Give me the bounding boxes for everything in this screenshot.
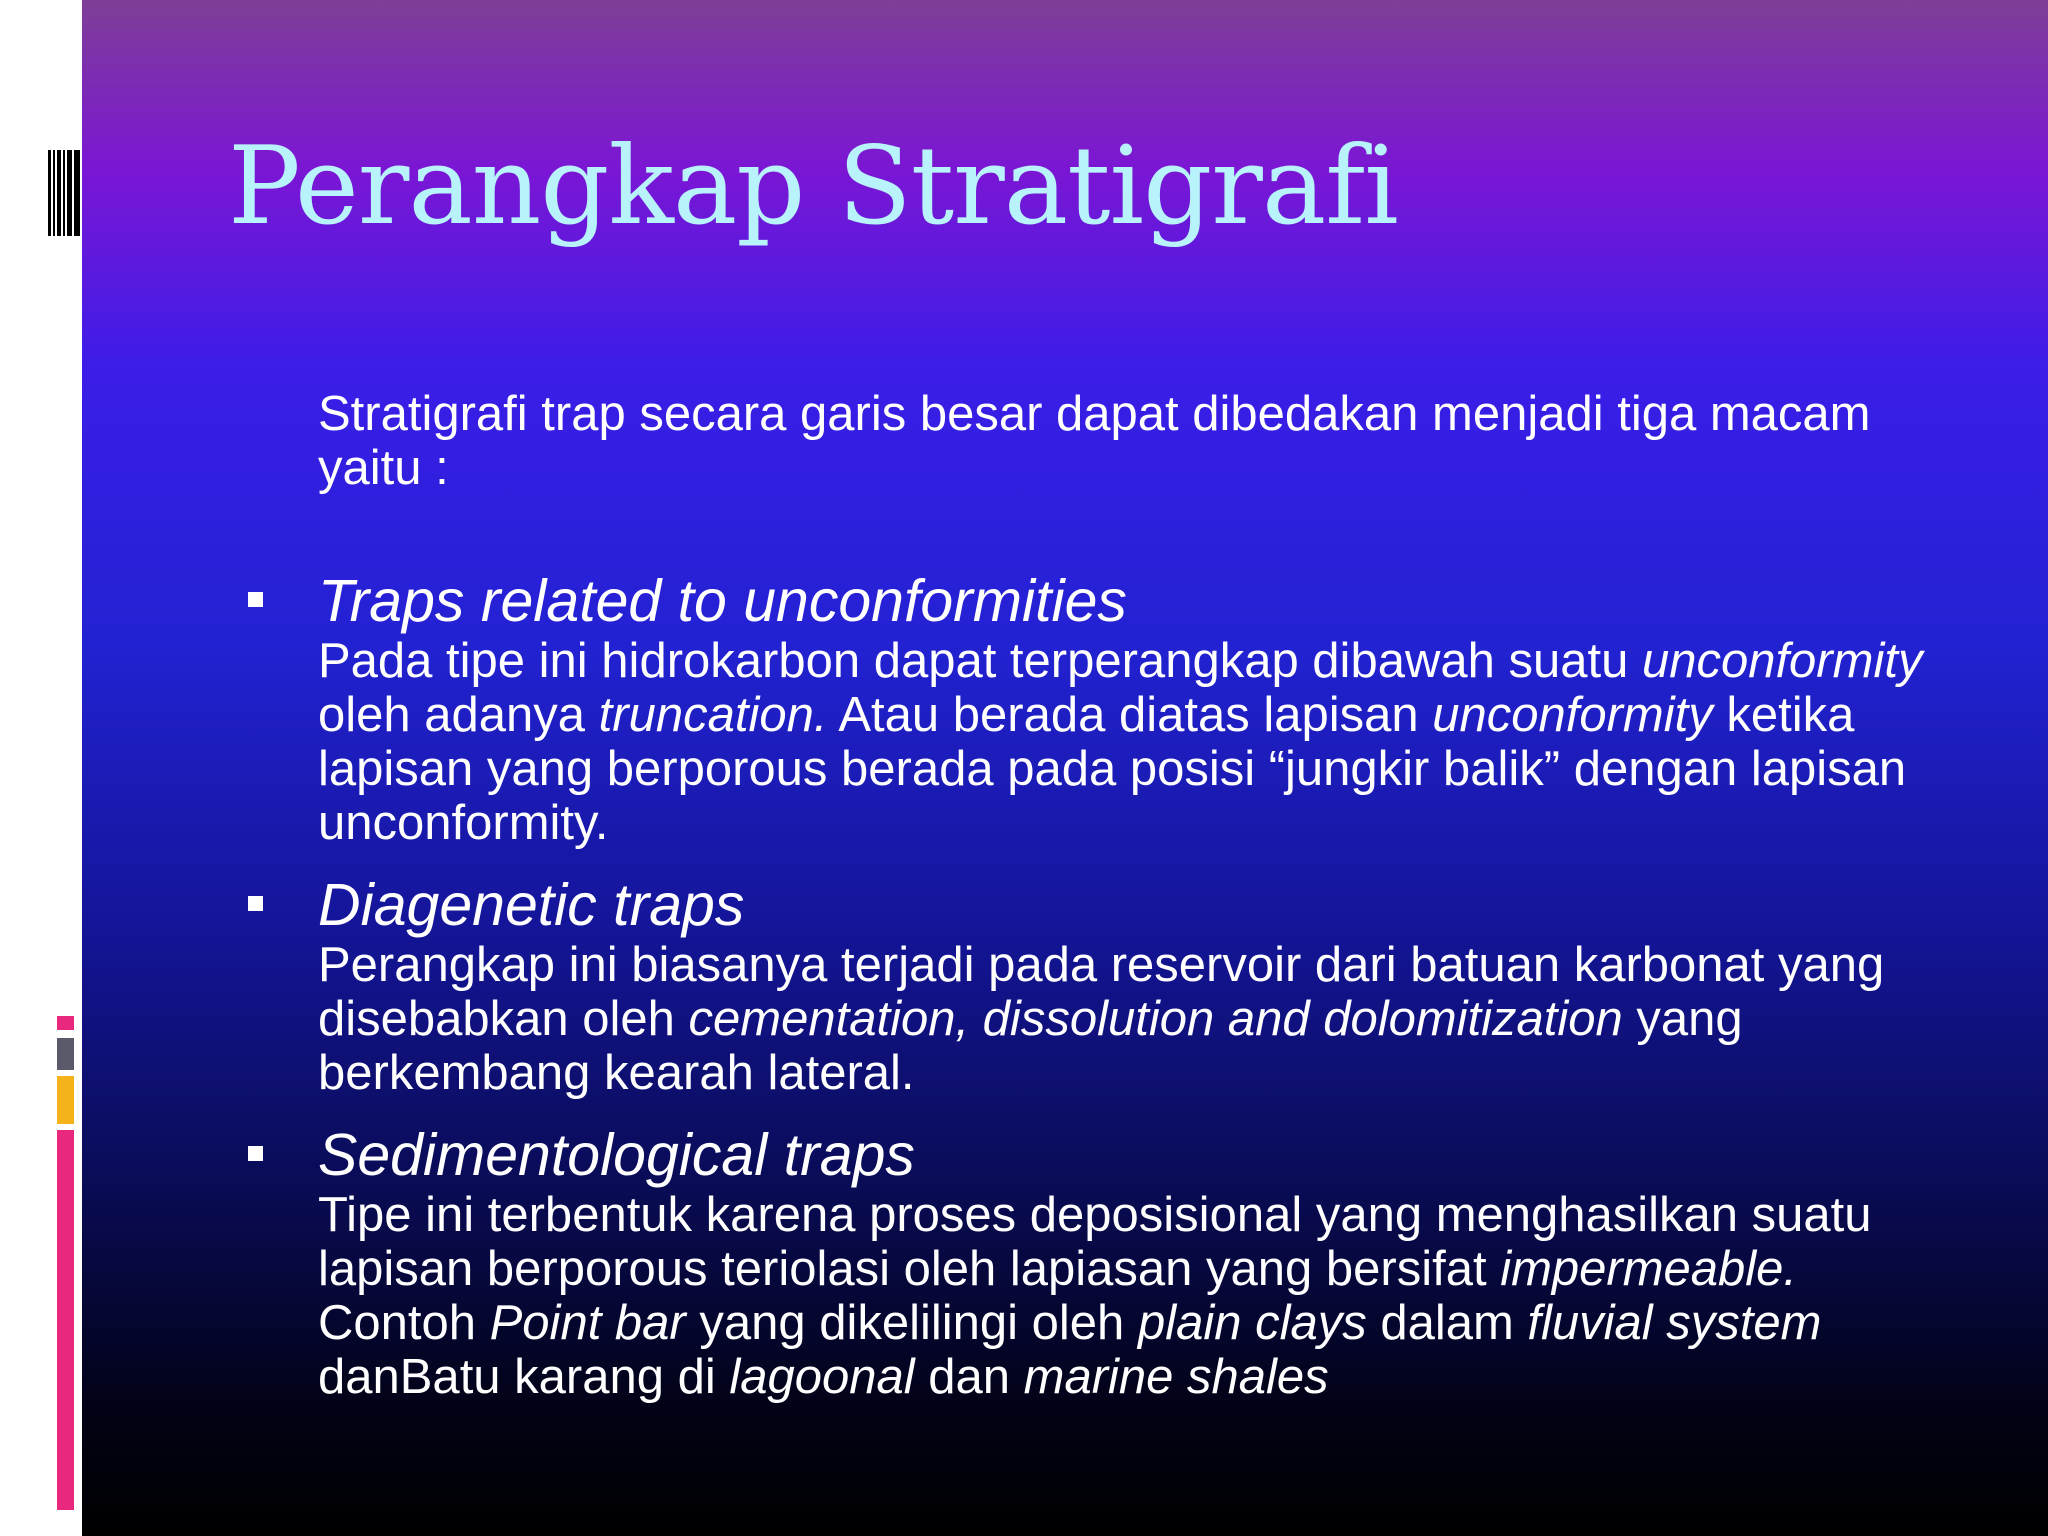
stripe [67, 150, 72, 236]
bullet-item-unconformity-traps [318, 568, 1968, 850]
stripe [63, 150, 65, 236]
text-segment: dalam [1366, 1296, 1528, 1350]
text-segment: yang berkembang kearah lateral. [318, 992, 1743, 1100]
square-bullet-icon [248, 1146, 263, 1161]
intro-paragraph: Stratigrafi trap secara garis besar dapat dibedakan menjadi tiga macam yaitu : [318, 387, 1871, 495]
text-segment: Tipe ini terbentuk karena proses deposisional yang menghasilkan suatu lapisan berporous teriolasi oleh lapiasan yang bersifat [318, 1188, 1872, 1296]
text-segment: dan [914, 1350, 1024, 1404]
text-segment: Atau berada diatas lapisan [827, 688, 1433, 742]
square-bullet-icon [248, 896, 263, 911]
italic-text-segment: fluvial system [1527, 1296, 1822, 1350]
italic-text-segment: cementation, dissolution and dolomitization [688, 992, 1623, 1046]
bullet-item-sedimentological-traps [318, 1122, 1968, 1404]
vertical-stripes-decoration [48, 150, 80, 236]
text-segment: danBatu karang di [318, 1350, 730, 1404]
text-segment: yang dikelilingi oleh [685, 1296, 1138, 1350]
accent-mark-gray [57, 1038, 74, 1070]
text-segment: Pada tipe ini hidrokarbon dapat terperangkap dibawah suatu [318, 634, 1642, 688]
bullet-heading: Diagenetic traps [318, 872, 745, 938]
square-bullet-icon [248, 592, 263, 607]
slide-title: Perangkap Stratigrafi [228, 124, 1398, 249]
italic-text-segment: plain clays [1137, 1296, 1367, 1350]
text-segment: Contoh [318, 1296, 490, 1350]
stripe [48, 150, 51, 236]
bullet-heading: Traps related to unconformities [318, 568, 1127, 634]
italic-text-segment: Point bar [489, 1296, 686, 1350]
text-segment: oleh adanya [318, 688, 599, 742]
stripe [57, 150, 61, 236]
accent-mark-orange [57, 1076, 74, 1124]
stripe [53, 150, 55, 236]
stripe [74, 150, 80, 236]
text-segment: Perangkap ini biasanya terjadi pada reservoir dari batuan karbonat yang disebabkan oleh [318, 938, 1885, 1046]
text-segment: ketika lapisan yang berporous berada pada posisi “jungkir balik” dengan lapisan unconformity. [318, 688, 1907, 850]
italic-text-segment: impermeable. [1500, 1242, 1798, 1296]
bullet-body [318, 938, 1968, 1100]
bullet-heading: Sedimentological traps [318, 1122, 915, 1188]
left-decoration-strip [0, 0, 82, 1536]
italic-text-segment: lagoonal [729, 1350, 915, 1404]
italic-text-segment: unconformity [1641, 634, 1923, 688]
accent-mark-pink-tall [57, 1130, 74, 1510]
italic-text-segment: unconformity [1432, 688, 1713, 742]
accent-mark-pink-small [57, 1016, 74, 1030]
bullet-body [318, 1188, 1968, 1404]
bullet-body [318, 634, 1968, 850]
italic-text-segment: truncation. [598, 688, 828, 742]
bullet-item-diagenetic-traps [318, 872, 1968, 1100]
italic-text-segment: marine shales [1023, 1350, 1329, 1404]
